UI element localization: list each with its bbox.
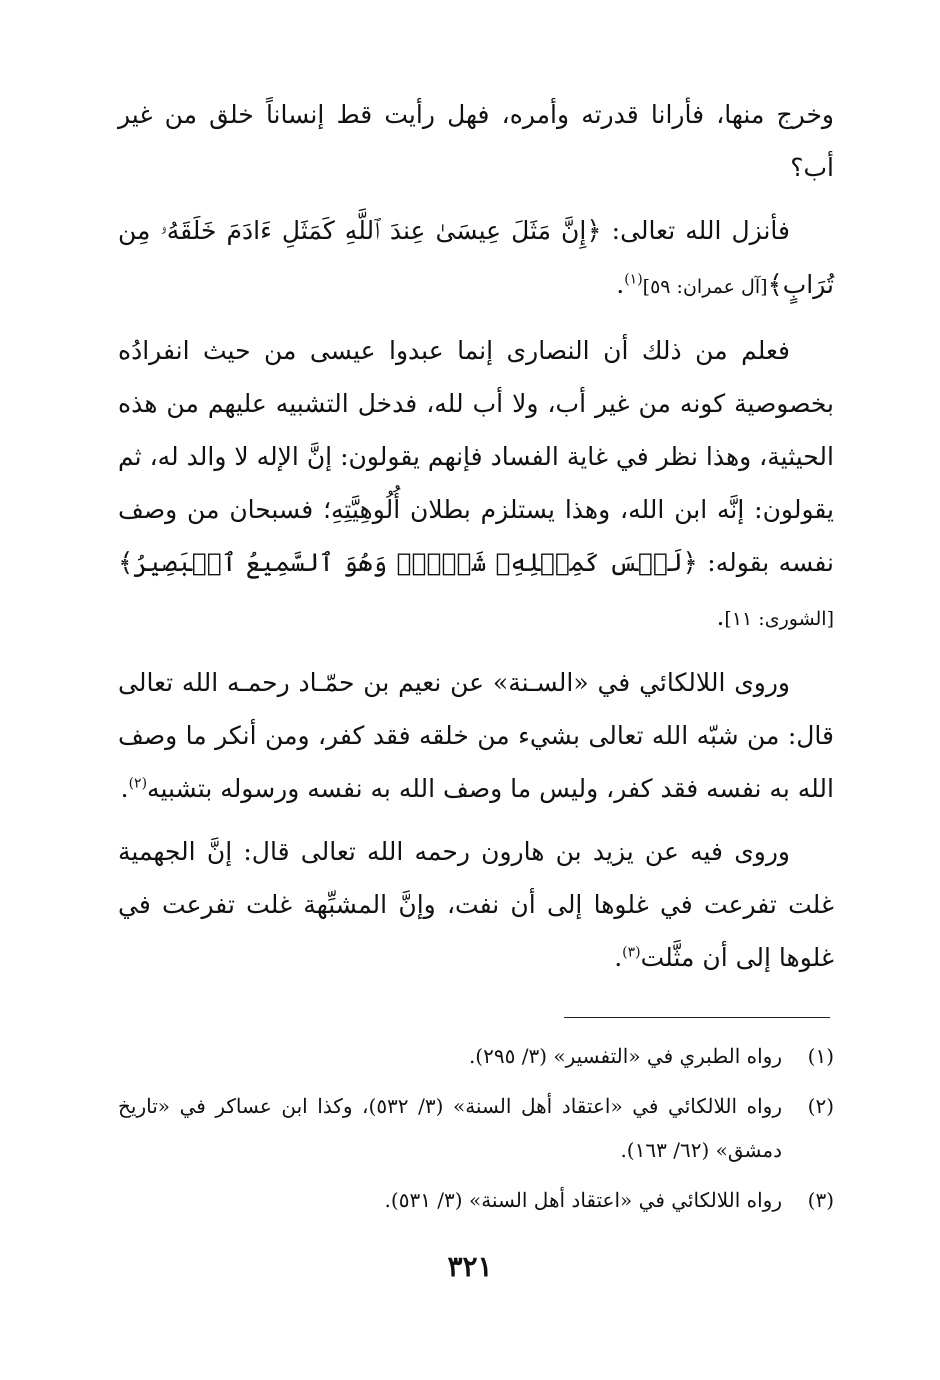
- paragraph-4: [118, 656, 834, 815]
- verse-reference: [آل عمران: ٥٩]: [642, 276, 768, 298]
- paragraph-1: [118, 88, 834, 194]
- footnote-number: (١): [807, 1044, 834, 1068]
- footnote-marker-1: (١): [624, 271, 643, 288]
- quran-word-uluhiyyatih: أُلُوهِيَّتِهِ: [331, 495, 401, 524]
- paragraph-5: [118, 825, 834, 984]
- paragraph-5-end: .: [614, 943, 623, 972]
- paragraph-3-mid: ؛ فسبحان من وصف نفسه بقوله:: [118, 495, 834, 577]
- footnote-divider: [564, 1017, 830, 1018]
- paragraph-1-text: وخرج منها، فأرانا قدرته وأمره، فهل رأيت قط إنساناً خلق من غير أب؟: [118, 100, 834, 182]
- quran-verse-al-imran: إِنَّ مَثَلَ عِيسَىٰ عِندَ ٱللَّهِ كَمَثَلِ ءَادَمَ خَلَقَهُۥ مِن تُرَابٍ: [118, 216, 834, 299]
- paragraph-4-text: وروى اللالكائي في «السـنة» عن نعيم بن حمّـاد رحمـه الله تعالى قال: من شبّه الله تعالى بشيء من خلقه فقد كفر، ومن أنكر ما وصف الله به نفسه فقد كفر، وليس ما وصف الله به نفسه ورسوله بتشبيه: [118, 668, 834, 803]
- paragraph-2: [118, 204, 834, 314]
- verse-reference: [الشورى: ١١]: [724, 608, 834, 630]
- footnote-marker-3: (٣): [622, 944, 641, 961]
- quran-open-bracket: ﴿: [586, 216, 602, 246]
- footnote-1: [118, 1034, 834, 1078]
- paragraph-2-end: .: [616, 270, 625, 299]
- footnotes: [118, 1034, 834, 1228]
- paragraph-3-end: .: [716, 602, 725, 631]
- paragraph-3-text: فعلم من ذلك أن النصارى إنما عبدوا عيسى من حيث انفرادُه بخصوصية كونه من غير أب، ولا أب لله، فدخل التشبيه عليهم من هذه الحيثية، وهذا نظر في غاية الفساد فإنهم يقولون: إنَّ الإله لا والد له، ثم يقولون: إنَّه ابن الله، وهذا يستلزم بطلان: [118, 336, 834, 524]
- footnote-number: (٣): [807, 1188, 834, 1212]
- quran-open-bracket: ﴿: [682, 548, 698, 578]
- quran-close-bracket: ﴾: [767, 270, 783, 300]
- paragraph-4-end: .: [120, 774, 129, 803]
- footnote-3: [118, 1178, 834, 1222]
- main-text: [118, 88, 834, 994]
- footnote-text: رواه اللالكائي في «اعتقاد أهل السنة» (٣/ ٥٣١).: [384, 1188, 782, 1212]
- footnote-2: [118, 1084, 834, 1172]
- footnote-text: رواه الطبري في «التفسير» (٣/ ٢٩٥).: [468, 1044, 782, 1068]
- footnote-text: رواه اللالكائي في «اعتقاد أهل السنة» (٣/ ٥٣٢)، وكذا ابن عساكر في «تاريخ دمشق» (٦٢/ ١٦٣).: [118, 1094, 782, 1162]
- page-number: ٣٢١: [447, 1250, 493, 1283]
- footnote-number: (٢): [807, 1094, 834, 1118]
- footnote-marker-2: (٢): [128, 775, 148, 792]
- paragraph-3: [118, 324, 834, 646]
- paragraph-2-intro: فأنزل الله تعالى:: [601, 216, 790, 245]
- paragraph-5-text: وروى فيه عن يزيد بن هارون رحمه الله تعالى قال: إنَّ الجهمية غلت تفرعت في غلوها إلى أن نفت، وإنَّ المشبِّهة غلت تفرعت في غلوها إلى أن مثَّلت: [118, 837, 834, 972]
- quran-verse-ash-shura: لَيۡسَ كَمِثۡلِهِۦ شَيۡءٞۖ وَهُوَ ٱلسَّمِيعُ ٱلۡبَصِيرُ: [133, 548, 683, 577]
- quran-close-bracket: ﴾: [118, 548, 134, 578]
